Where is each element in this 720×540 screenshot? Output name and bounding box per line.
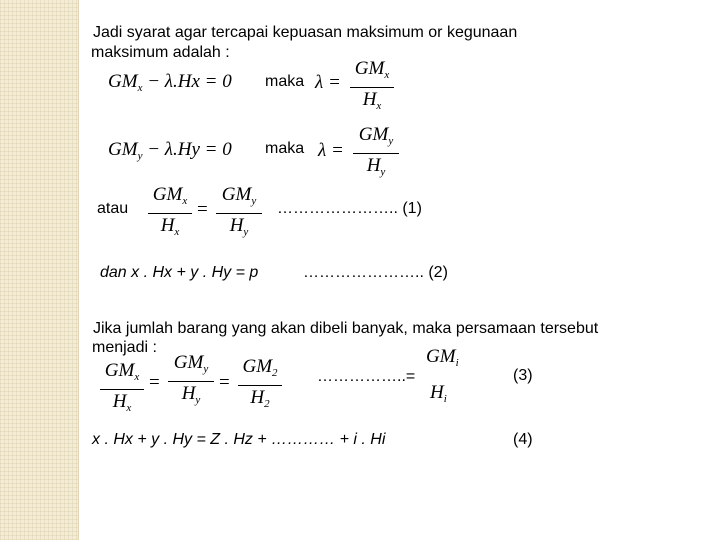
cond2-lhs: $GM_y - \lambda.Hy = 0$ bbox=[108, 139, 232, 162]
decorative-sidebar bbox=[0, 0, 79, 540]
eq3-label: (3) bbox=[513, 367, 533, 384]
eq3-equals-1: = bbox=[149, 372, 160, 393]
eq2-text: dan x . Hx + y . Hy = p bbox=[100, 264, 259, 281]
para-line-1: Jika jumlah barang yang akan dibeli banyak, maka persamaan tersebut bbox=[93, 320, 599, 337]
eq1-atau: atau bbox=[97, 200, 129, 217]
cond2-lambda: λ = bbox=[318, 140, 344, 161]
eq4-label: (4) bbox=[513, 431, 533, 448]
cond2-fraction: $GM_y$ $H_y$ bbox=[353, 124, 399, 183]
eq3-fraction-2: $GM_2$ $H_2$ bbox=[238, 356, 282, 415]
cond1-lambda: λ = bbox=[315, 72, 341, 93]
eq3-dots: ……………..= bbox=[317, 368, 416, 385]
cond2-maka: maka bbox=[265, 140, 305, 157]
eq4-text: x . Hx + y . Hy = Z . Hz + ………… + i . Hi bbox=[92, 431, 386, 448]
eq1-equals: = bbox=[197, 199, 208, 220]
eq1-dots: ………………….. (1) bbox=[277, 200, 422, 217]
eq3-fraction-y: $GM_y$ $H_y$ bbox=[168, 352, 214, 411]
intro-line-2: maksimum adalah : bbox=[91, 44, 230, 61]
cond1-fraction: $GM_x$ $H_x$ bbox=[350, 58, 394, 117]
eq3-equals-2: = bbox=[219, 372, 230, 393]
intro-line-1: Jadi syarat agar tercapai kepuasan maksimum or kegunaan bbox=[93, 24, 518, 41]
cond1-lhs: $GM_x - \lambda.Hx = 0$ bbox=[108, 71, 232, 94]
para-line-2: menjadi : bbox=[92, 339, 157, 356]
cond1-maka: maka bbox=[265, 73, 305, 90]
eq1-fraction-y: $GM_y$ $H_y$ bbox=[216, 184, 262, 243]
eq3-fraction-x: $GM_x$ $H_x$ bbox=[100, 360, 144, 419]
eq1-fraction-x: $GM_x$ $H_x$ bbox=[148, 184, 192, 243]
eq3-fraction-i: $GM_i$ $H_i$ bbox=[426, 346, 459, 405]
eq2-dots: ………………….. (2) bbox=[303, 264, 448, 281]
